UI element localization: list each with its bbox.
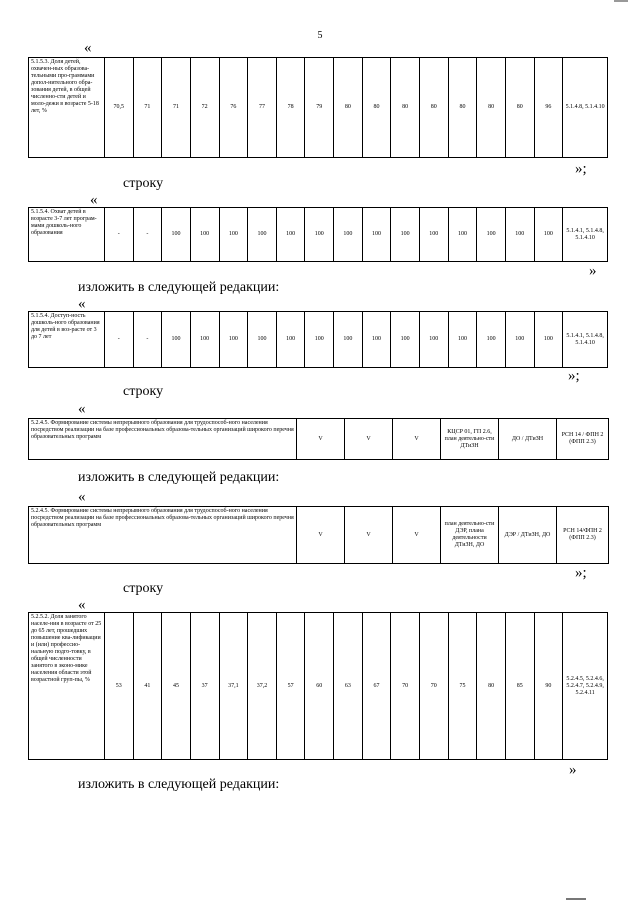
value-cell: 100	[190, 312, 219, 368]
indicator-name: 5.1.5.3. Доля детей, охвачен-ных образова-тельными про-граммами допол-нительного обра-зования детей, в общей численно-сти детей и моло-дежи в возрасте 5-18 лет, %	[29, 58, 105, 158]
value-cell: 100	[162, 208, 191, 262]
scan-artifact	[566, 898, 586, 900]
value-cell: 100	[477, 208, 506, 262]
table-row	[29, 419, 609, 460]
reference-cell: 5.1.4.1, 5.1.4.8, 5.1.4.10	[563, 208, 608, 262]
value-cell: 80	[334, 58, 363, 158]
value-cell: 100	[276, 312, 305, 368]
row-word: строку	[123, 581, 164, 596]
value-cell: 100	[534, 208, 563, 262]
plan-cell: КЦСР 01, ГП 2.6, план деятельно-сти ДТиЗН	[441, 419, 499, 460]
indicator-table	[28, 207, 608, 262]
plan-cell: план деятельно-сти ДЭР, плана деятельности ДТиЗН, ДО	[441, 507, 499, 564]
table-row	[29, 507, 609, 564]
value-cell: 80	[419, 58, 448, 158]
value-cell: 100	[305, 312, 334, 368]
value-cell: 100	[477, 312, 506, 368]
reference-cell: 5.2.4.5, 5.2.4.6, 5.2.4.7, 5.2.4.9, 5.2.4.11	[563, 613, 608, 760]
value-cell: 100	[219, 312, 248, 368]
value-cell: 53	[104, 613, 133, 760]
value-cell: -	[133, 312, 162, 368]
scan-artifact	[614, 0, 628, 2]
activity-name: 5.2.4.5. Формирование системы непрерывного образования для трудоспособ-ного населения посредством реализации на базе профессиональных образова-тельных организаций широкого перечня образовательных программ	[29, 419, 297, 460]
value-cell: 80	[505, 58, 534, 158]
activity-table	[28, 418, 609, 460]
indicator-table	[28, 612, 608, 760]
source-cell: РСН 14 / ФПН 2 (ФПП 2.3)	[557, 419, 609, 460]
check-cell: V	[393, 507, 441, 564]
page-number: 5	[317, 30, 323, 41]
value-cell: 63	[334, 613, 363, 760]
value-cell: -	[104, 208, 133, 262]
table-row	[29, 208, 608, 262]
value-cell: 100	[534, 312, 563, 368]
value-cell: 75	[448, 613, 477, 760]
value-cell: 72	[190, 58, 219, 158]
value-cell: 100	[419, 312, 448, 368]
value-cell: 67	[362, 613, 391, 760]
value-cell: 77	[248, 58, 277, 158]
indicator-table	[28, 57, 608, 158]
value-cell: 100	[419, 208, 448, 262]
table-row	[29, 312, 608, 368]
close-quote: »;	[575, 565, 587, 581]
value-cell: 100	[248, 208, 277, 262]
value-cell: 90	[534, 613, 563, 760]
edit-phrase: изложить в следующей редакции:	[78, 280, 280, 295]
value-cell: 71	[162, 58, 191, 158]
value-cell: 60	[305, 613, 334, 760]
value-cell: 37,1	[219, 613, 248, 760]
value-cell: 100	[276, 208, 305, 262]
close-quote: »	[589, 263, 597, 279]
open-quote: «	[78, 296, 86, 312]
table-row	[29, 613, 608, 760]
value-cell: 71	[133, 58, 162, 158]
value-cell: 100	[162, 312, 191, 368]
reference-cell: 5.1.4.1, 5.1.4.8, 5.1.4.10	[563, 312, 608, 368]
value-cell: 70	[419, 613, 448, 760]
value-cell: 100	[219, 208, 248, 262]
open-quote: «	[84, 40, 92, 56]
value-cell: 37,2	[248, 613, 277, 760]
value-cell: 80	[477, 58, 506, 158]
table-row	[29, 58, 608, 158]
value-cell: 41	[133, 613, 162, 760]
value-cell: 76	[219, 58, 248, 158]
edit-phrase: изложить в следующей редакции:	[78, 470, 280, 485]
value-cell: 100	[391, 312, 420, 368]
executor-cell: ДЭР / ДТиЗН, ДО	[499, 507, 557, 564]
value-cell: 100	[190, 208, 219, 262]
value-cell: 85	[505, 613, 534, 760]
value-cell: 37	[190, 613, 219, 760]
edit-phrase: изложить в следующей редакции:	[78, 777, 280, 792]
open-quote: «	[78, 489, 86, 505]
value-cell: 80	[477, 613, 506, 760]
open-quote: «	[78, 401, 86, 417]
value-cell: 57	[276, 613, 305, 760]
value-cell: 100	[448, 208, 477, 262]
indicator-name: 5.2.5.2. Доля занятого населе-ния в возрасте от 25 до 65 лет, прошедших повышение ква-лификации и (или) профессио-нальную подго-товку, в общей численности занятого в эконо-мике населения области этой возрастной груп-пы, %	[29, 613, 105, 760]
source-cell: РСН 14/ФПН 2 (ФПП 2.3)	[557, 507, 609, 564]
open-quote: «	[90, 192, 98, 208]
check-cell: V	[297, 419, 345, 460]
value-cell: 45	[162, 613, 191, 760]
reference-cell: 5.1.4.8, 5.1.4.10	[563, 58, 608, 158]
value-cell: 78	[276, 58, 305, 158]
value-cell: 100	[248, 312, 277, 368]
value-cell: 80	[391, 58, 420, 158]
close-quote: »;	[575, 161, 587, 177]
value-cell: 100	[305, 208, 334, 262]
value-cell: 100	[391, 208, 420, 262]
close-quote: »	[569, 762, 577, 778]
row-word: строку	[123, 176, 164, 191]
indicator-name: 5.1.5.4. Охват детей в возрасте 3-7 лет програм-мами дошколь-ного образования	[29, 208, 105, 262]
value-cell: 100	[334, 312, 363, 368]
value-cell: 80	[362, 58, 391, 158]
indicator-name: 5.1.5.4. Доступ-ность дошколь-ного образования для детей в воз-расте от 3 до 7 лет	[29, 312, 105, 368]
value-cell: 80	[448, 58, 477, 158]
open-quote: «	[78, 597, 86, 613]
close-quote: »;	[568, 368, 580, 384]
value-cell: 100	[505, 208, 534, 262]
row-word: строку	[123, 384, 164, 399]
executor-cell: ДО / ДТиЗН	[499, 419, 557, 460]
check-cell: V	[345, 507, 393, 564]
value-cell: 100	[448, 312, 477, 368]
check-cell: V	[297, 507, 345, 564]
check-cell: V	[393, 419, 441, 460]
value-cell: 100	[362, 208, 391, 262]
value-cell: 79	[305, 58, 334, 158]
value-cell: -	[104, 312, 133, 368]
value-cell: 70	[391, 613, 420, 760]
activity-name: 5.2.4.5. Формирование системы непрерывного образования для трудоспособ-ного населения посредством реализации на базе профессиональных образова-тельных организаций широкого перечня образовательных программ	[29, 507, 297, 564]
value-cell: 100	[362, 312, 391, 368]
value-cell: 70,5	[104, 58, 133, 158]
value-cell: -	[133, 208, 162, 262]
value-cell: 100	[505, 312, 534, 368]
check-cell: V	[345, 419, 393, 460]
value-cell: 100	[334, 208, 363, 262]
value-cell: 96	[534, 58, 563, 158]
indicator-table	[28, 311, 608, 368]
activity-table	[28, 506, 609, 564]
